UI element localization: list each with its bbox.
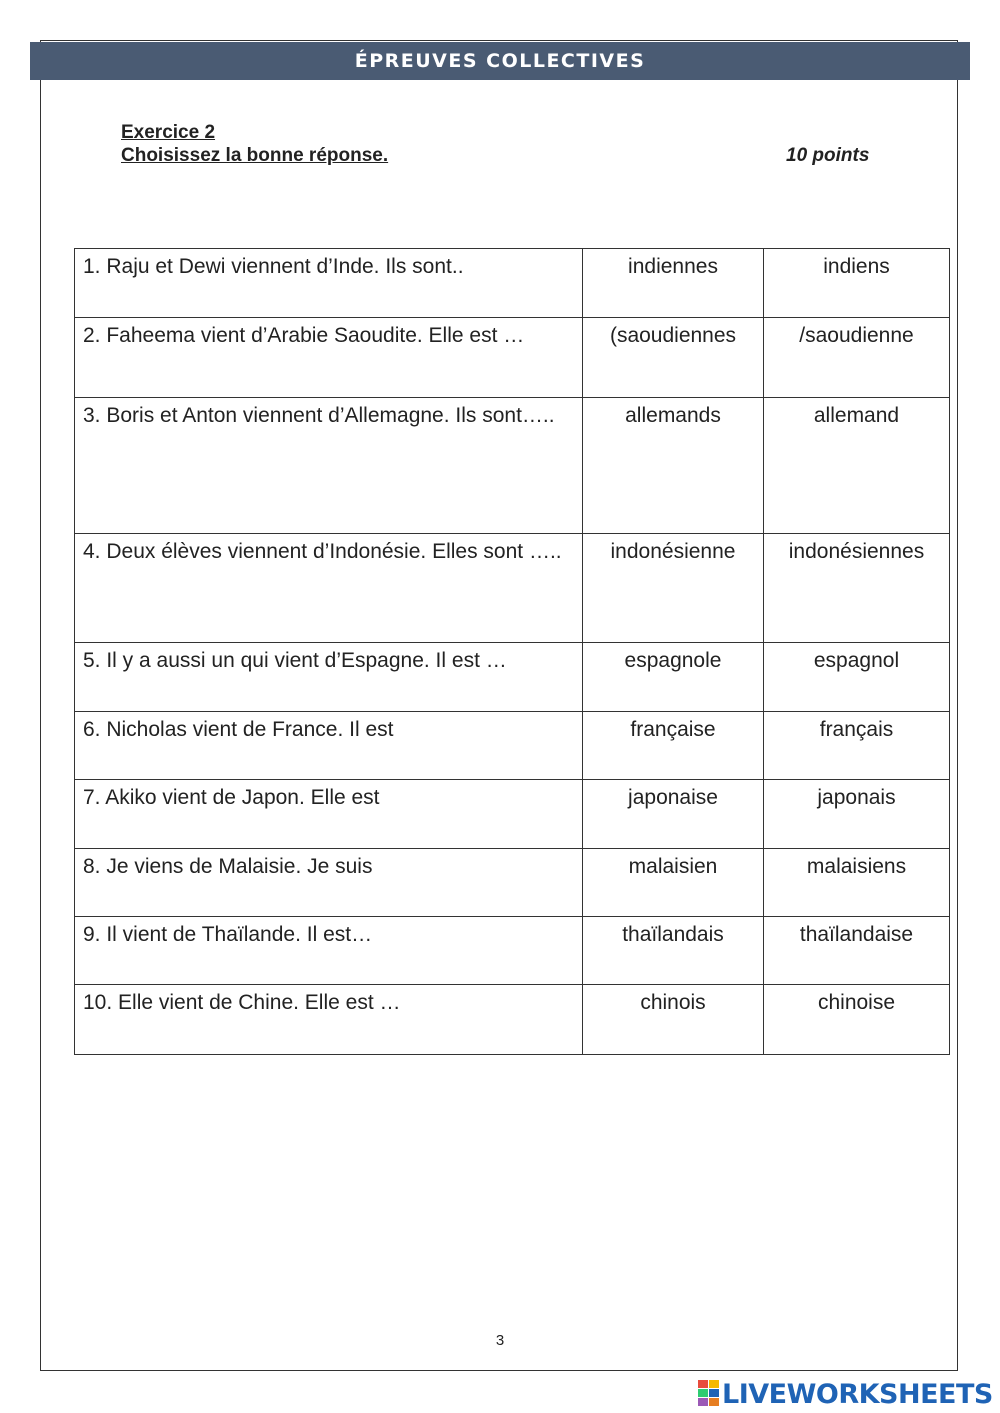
table-row (75, 398, 950, 534)
answer-option-a[interactable]: indonésienne (583, 534, 764, 643)
exercise-points: 10 points (786, 145, 870, 166)
answer-option-b[interactable]: japonais (764, 780, 950, 849)
question-text (75, 534, 583, 643)
answer-option-a[interactable]: (saoudiennes (583, 318, 764, 398)
answer-table (74, 248, 950, 1055)
table-row (75, 917, 950, 985)
question-text: 1. Raju et Dewi viennent d’Inde. Ils sont.. (75, 249, 583, 318)
question-text: 7. Akiko vient de Japon. Elle est (75, 780, 583, 849)
table-row (75, 849, 950, 917)
answer-option-a[interactable]: indiennes (583, 249, 764, 318)
liveworksheets-brand[interactable] (698, 1378, 993, 1410)
brand-name: LIVEWORKSHEETS (722, 1378, 993, 1410)
answer-option-b[interactable]: indiens (764, 249, 950, 318)
answer-option-a[interactable]: allemands (583, 398, 764, 534)
question-text: 8. Je viens de Malaisie. Je suis (75, 849, 583, 917)
answer-option-b[interactable]: indonésiennes (764, 534, 950, 643)
answer-option-a[interactable]: thaïlandais (583, 917, 764, 985)
table-row (75, 249, 950, 318)
question-text: 5. Il y a aussi un qui vient d’Espagne. Il est … (75, 643, 583, 712)
table-row (75, 534, 950, 643)
exercise-instruction: Choisissez la bonne réponse. (121, 145, 389, 166)
answer-option-a[interactable]: japonaise (583, 780, 764, 849)
question-text: 6. Nicholas vient de France. Il est (75, 712, 583, 780)
question-text: 9. Il vient de Thaïlande. Il est… (75, 917, 583, 985)
section-header: ÉPREUVES COLLECTIVES (30, 42, 970, 80)
table-row (75, 780, 950, 849)
answer-option-a[interactable]: française (583, 712, 764, 780)
table-row (75, 985, 950, 1055)
answer-option-b[interactable]: /saoudienne (764, 318, 950, 398)
answer-option-b[interactable]: malaisiens (764, 849, 950, 917)
table-row (75, 712, 950, 780)
page-number: 3 (495, 1332, 505, 1349)
table-row (75, 643, 950, 712)
answer-option-b[interactable]: chinoise (764, 985, 950, 1055)
question-text-inner: 3. Boris et Anton viennent d’Allemagne. Ils sont….. (83, 404, 555, 427)
question-text-inner: 4. Deux élèves viennent d’Indonésie. Elles sont ….. (83, 540, 562, 563)
liveworksheets-logo-icon (698, 1380, 720, 1408)
answer-option-a[interactable]: espagnole (583, 643, 764, 712)
question-text: 10. Elle vient de Chine. Elle est … (75, 985, 583, 1055)
exercise-title: Exercice 2 (121, 122, 216, 143)
answer-option-b[interactable]: français (764, 712, 950, 780)
answer-option-b[interactable]: allemand (764, 398, 950, 534)
answer-option-a[interactable]: malaisien (583, 849, 764, 917)
answer-option-a[interactable]: chinois (583, 985, 764, 1055)
answer-option-b[interactable]: thaïlandaise (764, 917, 950, 985)
question-text (75, 398, 583, 534)
answer-option-b[interactable]: espagnol (764, 643, 950, 712)
question-text: 2. Faheema vient d’Arabie Saoudite. Elle est … (75, 318, 583, 398)
